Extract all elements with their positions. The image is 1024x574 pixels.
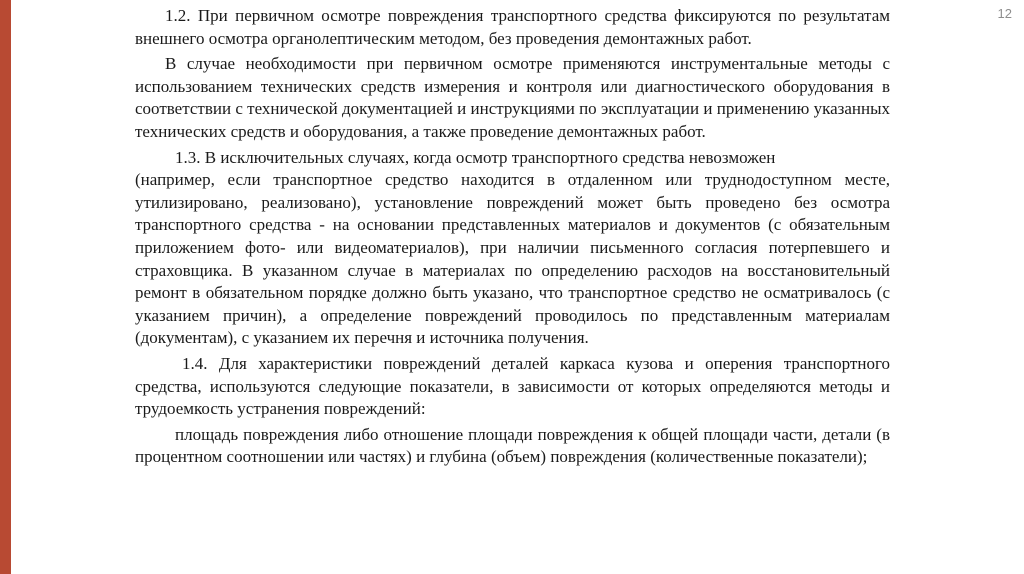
accent-side-bar: [0, 0, 11, 574]
paragraph-instrumental-methods: В случае необходимости при первичном осмотре применяются инструментальные методы с использованием технических средств измерения и контроля или диагностического оборудования в соответствии с технической документацией и инструкциями по эксплуатации и применению указанных технических средств и оборудования, а также проведение демонтажных работ.: [135, 54, 890, 141]
paragraph-damage-area: площадь повреждения либо отношение площади повреждения к общей площади части, детали (в процентном соотношении или частях) и глубина (объем) повреждения (количественные показатели);: [135, 424, 890, 467]
paragraph-1-3-intro: 1.3. В исключительных случаях, когда осмотр транспортного средства невозможен: [175, 147, 776, 167]
paragraph-1-4: 1.4. Для характеристики повреждений деталей каркаса кузова и оперения транспортного средства, используются следующие показатели, в зависимости от которых определяются методы и трудоемкость устранения повреждений:: [135, 353, 890, 419]
page-number: 12: [997, 6, 1012, 21]
paragraph-1-3-body: (например, если транспортное средство находится в отдаленном или труднодоступном месте, утилизировано, реализовано), установление повреждений может быть проведено без осмотра транспортного средства - на основании представленных материалов и документов (с обязательным приложением фото- или видеоматериалов), при наличии письменного согласия потерпевшего и страховщика. В указанном случае в материалах по определению расходов на восстановительный ремонт в обязательном порядке должно быть указано, что транспортное средство не осматривалось (с указанием причин), а определение повреждений проводилось по представленным материалам (документам), с указанием их перечня и источника получения.: [135, 170, 890, 348]
paragraph-1-2: 1.2. При первичном осмотре повреждения транспортного средства фиксируются по результатам внешнего осмотра органолептическим методом, без проведения демонтажных работ.: [135, 6, 890, 48]
document-body: [135, 5, 890, 469]
